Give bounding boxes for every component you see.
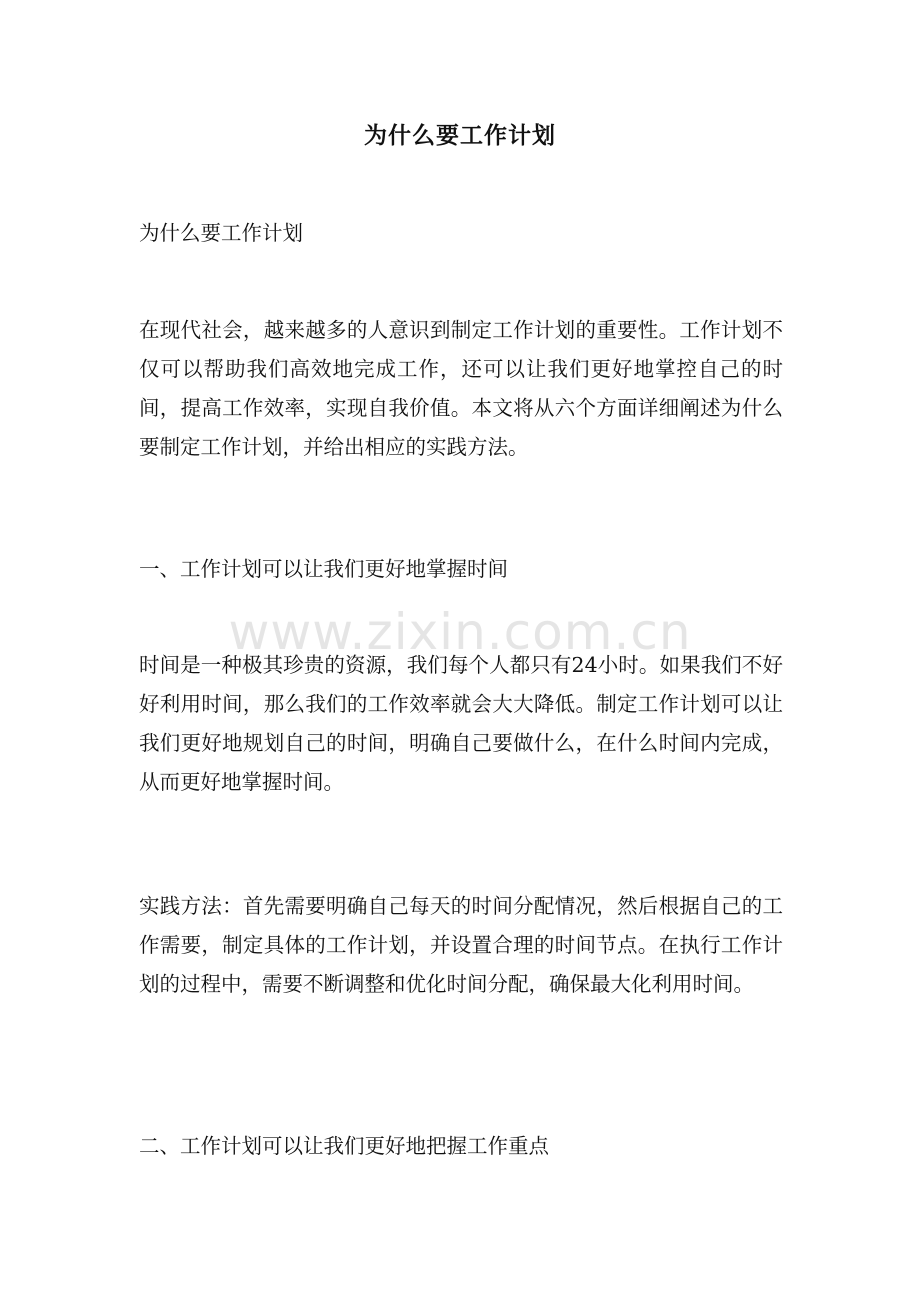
- watermark: www.zixin.com.cn: [228, 603, 692, 661]
- section-2-heading: 二、工作计划可以让我们更好地把握工作重点: [139, 1134, 549, 1158]
- intro-paragraph: 在现代社会，越来越多的人意识到制定工作计划的重要性。工作计划不仅可以帮助我们高效地完成工作，还可以让我们更好地掌控自己的时间，提高工作效率，实现自我价值。本文将从六个方面详细阐述为什么要制定工作计划，并给出相应的实践方法。: [139, 318, 783, 459]
- document-title: 为什么要工作计划: [364, 122, 556, 149]
- section-1-practice: 实践方法：首先需要明确自己每天的时间分配情况，然后根据自己的工作需要，制定具体的工作计划，并设置合理的时间节点。在执行工作计划的过程中，需要不断调整和优化时间分配，确保最大化利用时间。: [139, 894, 783, 996]
- section-1-body: 时间是一种极其珍贵的资源，我们每个人都只有24小时。如果我们不好好利用时间，那么我们的工作效率就会大大降低。制定工作计划可以让我们更好地规划自己的时间，明确自己要做什么，在什么时间内完成，从而更好地掌握时间。: [139, 653, 783, 794]
- document-subtitle: 为什么要工作计划: [139, 221, 303, 245]
- section-1-heading: 一、工作计划可以让我们更好地掌握时间: [139, 557, 508, 581]
